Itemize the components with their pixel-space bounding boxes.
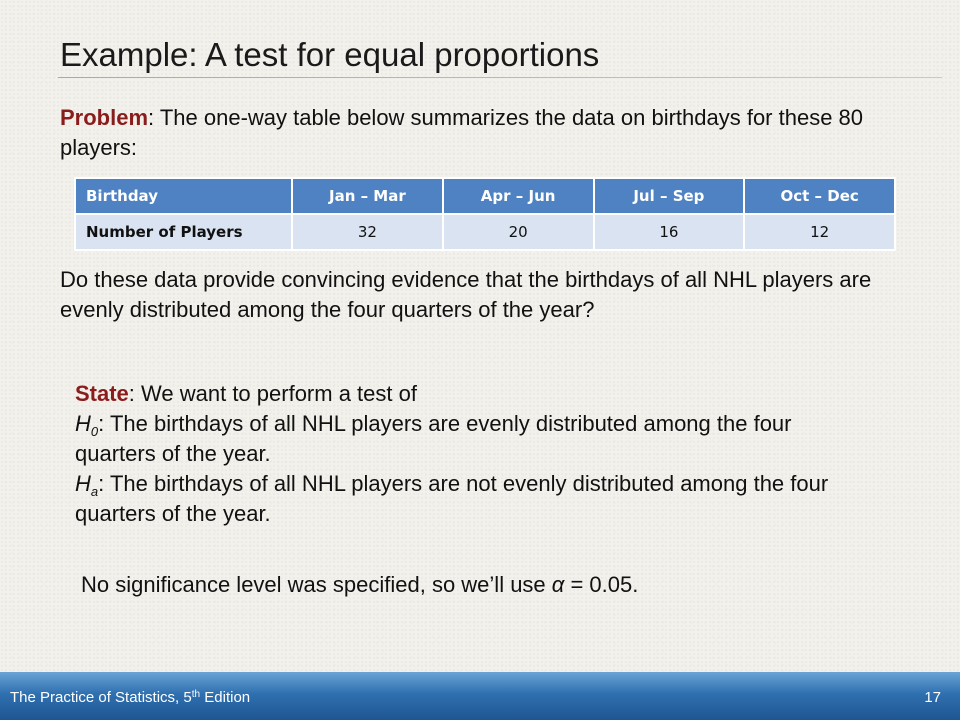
table-cell: 32 [292,214,443,250]
footer-edition-label: Edition [200,689,251,706]
footer-book-title [10,689,250,706]
problem-text: : The one-way table below summarizes the data on birthdays for these 80 players: [60,105,864,160]
table-cell: 12 [744,214,895,250]
table-header-row [75,178,895,214]
page-number: 17 [924,689,941,706]
alpha-symbol: α [551,572,565,597]
table-header-cell: Apr – Jun [443,178,594,214]
table-cell: 20 [443,214,594,250]
null-hypothesis-symbol: H [75,411,91,436]
table-cell: 16 [594,214,745,250]
problem-paragraph [60,103,890,163]
state-label: State [75,381,129,406]
state-paragraph [75,379,865,529]
significance-level-note [81,570,638,600]
table-row [75,214,895,250]
alt-hypothesis-subscript: a [90,484,99,499]
null-hypothesis-subscript: 0 [90,424,99,439]
footer-bar [0,672,960,720]
table-header-cell: Jul – Sep [594,178,745,214]
alt-hypothesis-symbol: H [75,471,91,496]
footer-edition-superscript: th [191,689,201,700]
table-cell: Number of Players [75,214,292,250]
table-header-cell: Birthday [75,178,292,214]
problem-label: Problem [60,105,149,130]
title-divider [58,77,942,78]
footer-book-name: The Practice of Statistics, 5 [10,689,192,706]
table-header-cell: Oct – Dec [744,178,895,214]
null-hypothesis-text: : The birthdays of all NHL players are evenly distributed among the four quarters of the year. [75,411,792,466]
birthday-table [74,177,896,251]
alpha-text-before: No significance level was specified, so we’ll use [81,572,552,597]
state-intro: : We want to perform a test of [128,381,417,406]
alt-hypothesis-text: : The birthdays of all NHL players are not evenly distributed among the four quarters of the year. [75,471,829,526]
table-header-cell: Jan – Mar [292,178,443,214]
alpha-text-after: = 0.05. [564,572,639,597]
slide-title: Example: A test for equal proportions [60,36,600,73]
question-paragraph: Do these data provide convincing evidence that the birthdays of all NHL players are evenly distributed among the four quarters of the year? [60,267,872,322]
